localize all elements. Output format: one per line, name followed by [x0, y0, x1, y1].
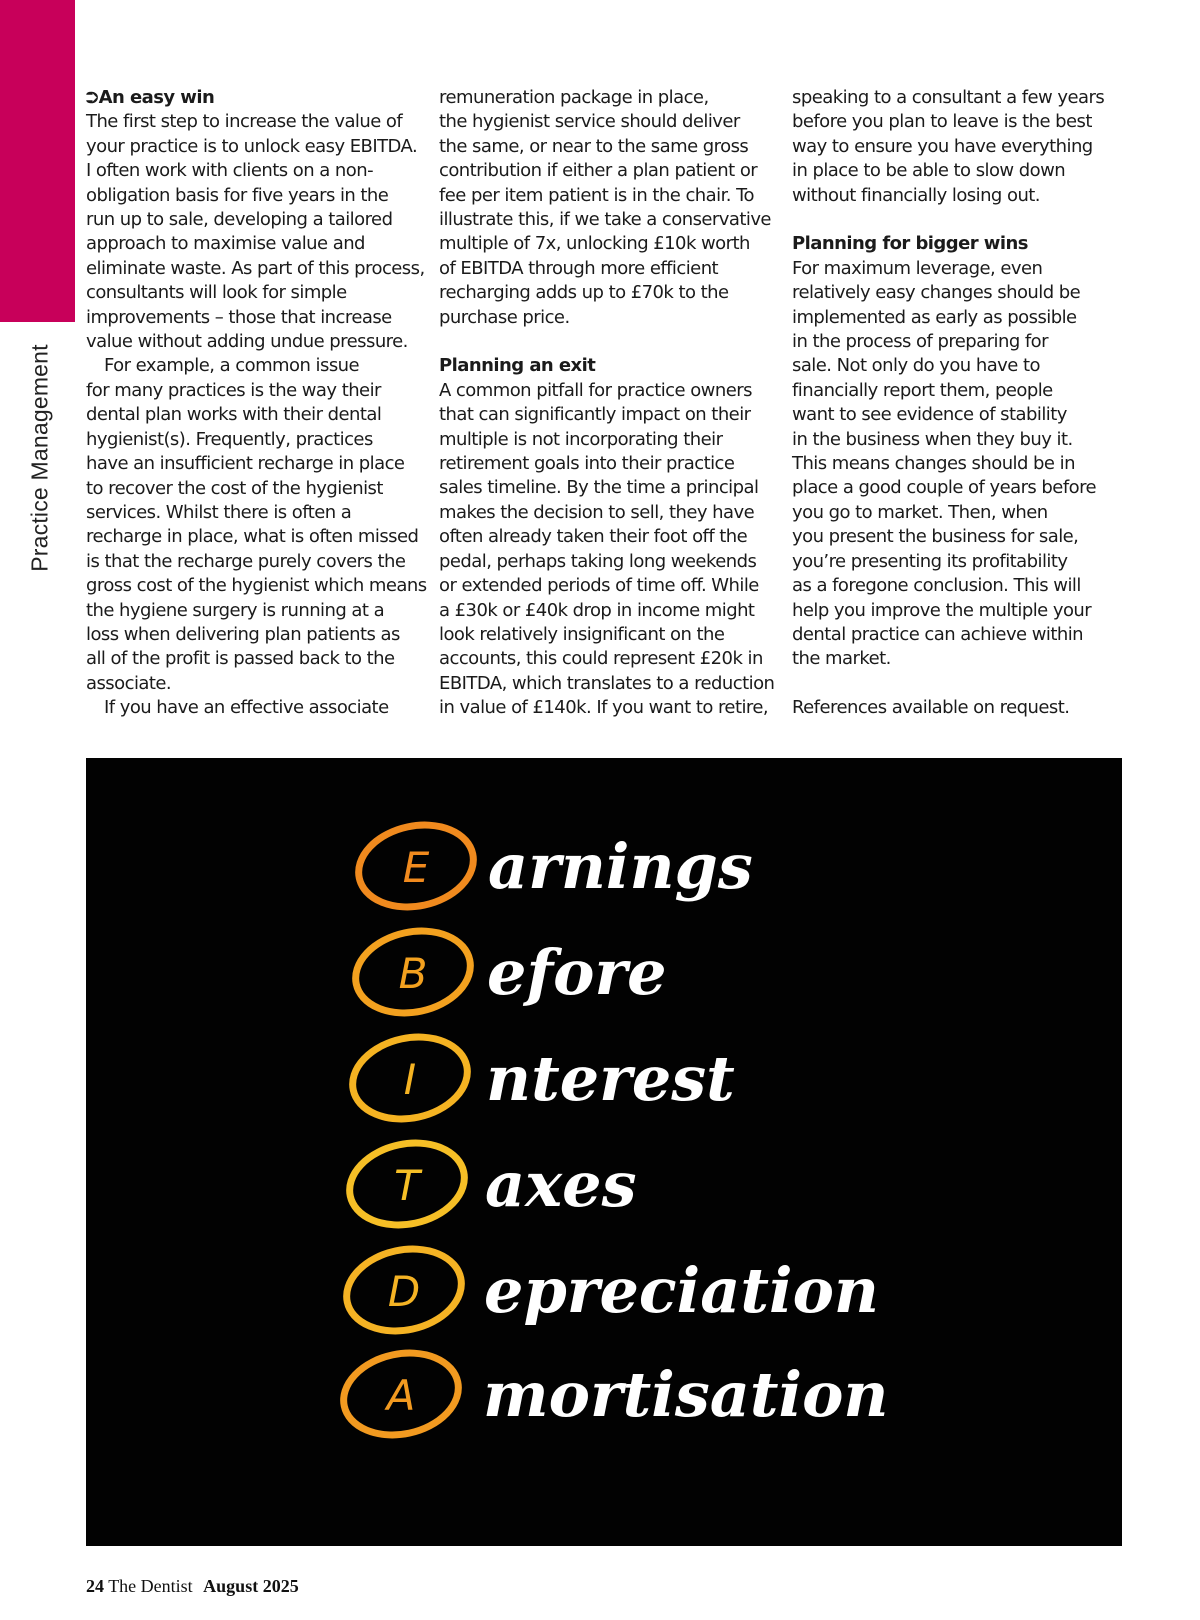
- text-line: the same, or near to the same gross: [439, 135, 749, 157]
- text-line: makes the decision to sell, they have: [439, 501, 755, 523]
- section-heading-text: Planning an exit: [439, 355, 596, 377]
- ebitda-acronym-image: [86, 758, 1122, 1546]
- text-line: purchase price.: [439, 306, 570, 328]
- acronym-word: epreciation: [484, 1254, 880, 1327]
- text-line: improvements – those that increase: [86, 306, 392, 328]
- text-line: in the process of preparing for: [792, 331, 1048, 353]
- text-line: For maximum leverage, even: [792, 257, 1043, 279]
- text-line: you go to market. Then, when: [792, 501, 1048, 523]
- text-line: is that the recharge purely covers the: [86, 550, 406, 572]
- text-line: relatively easy changes should be: [792, 282, 1081, 304]
- text-line: that can significantly impact on their: [439, 404, 751, 426]
- text-line: your practice is to unlock easy EBITDA.: [86, 135, 418, 157]
- text-line: or extended periods of time off. While: [439, 575, 759, 597]
- acronym-row: [351, 815, 753, 917]
- text-line: consultants will look for simple: [86, 282, 347, 304]
- section-label: Practice Management: [26, 344, 53, 572]
- acronym-initial: T: [394, 1161, 420, 1210]
- text-line: hygienist(s). Frequently, practices: [86, 428, 373, 450]
- text-line: eliminate waste. As part of this process,: [86, 257, 425, 279]
- text-line: want to see evidence of stability: [792, 404, 1067, 426]
- text-line: run up to sale, developing a tailored: [86, 209, 393, 231]
- text-line: as a foregone conclusion. This will: [792, 575, 1081, 597]
- acronym-row: [345, 1027, 735, 1129]
- text-line: in value of £140k. If you want to retire,: [439, 697, 769, 719]
- text-line: you present the business for sale,: [792, 526, 1079, 548]
- text-line: obligation basis for five years in the: [86, 184, 389, 206]
- section-heading: [86, 86, 426, 110]
- text-line: for many practices is the way their: [86, 379, 381, 401]
- acronym-initial: B: [398, 949, 428, 998]
- text-line: look relatively insignificant on the: [439, 623, 725, 645]
- text-line: without financially losing out.: [792, 184, 1040, 206]
- text-line: contribution if either a plan patient or: [439, 160, 758, 182]
- section-heading-text: Planning for bigger wins: [792, 233, 1028, 255]
- text-line: help you improve the multiple your: [792, 599, 1092, 621]
- text-line: approach to maximise value and: [86, 233, 365, 255]
- text-line: multiple is not incorporating their: [439, 428, 723, 450]
- text-line: retirement goals into their practice: [439, 453, 735, 475]
- text-line: EBITDA, which translates to a reduction: [439, 672, 775, 694]
- acronym-word: arnings: [488, 830, 753, 903]
- text-line: remuneration package in place,: [439, 87, 709, 108]
- text-line: fee per item patient is in the chair. To: [439, 184, 754, 206]
- text-line: If you have an effective associate: [104, 697, 389, 719]
- magazine-name: The Dentist: [108, 1576, 193, 1596]
- acronym-row: [339, 1239, 879, 1341]
- issue-date: August 2025: [203, 1576, 299, 1596]
- article-column-2: [439, 86, 779, 721]
- text-line: associate.: [86, 672, 172, 694]
- acronym-row: [342, 1133, 637, 1235]
- text-line: value without adding undue pressure.: [86, 331, 408, 353]
- text-line: often already taken their foot off the: [439, 526, 748, 548]
- circle-arrow-icon: ⮊: [86, 88, 98, 107]
- section-heading: [792, 232, 1132, 256]
- text-line: gross cost of the hygienist which means: [86, 575, 427, 597]
- text-line: dental practice can achieve within: [792, 623, 1084, 645]
- acronym-initial: A: [386, 1371, 416, 1420]
- text-line: This means changes should be in: [792, 453, 1075, 475]
- acronym-row: [348, 921, 667, 1023]
- paragraph-gap: [439, 330, 779, 354]
- text-line: place a good couple of years before: [792, 477, 1097, 499]
- ebitda-acronym-graphic: [86, 758, 1122, 1546]
- text-line: I often work with clients on a non-: [86, 160, 374, 182]
- text-line: all of the profit is passed back to the: [86, 648, 395, 670]
- page-footer: [86, 1576, 299, 1597]
- acronym-word: mortisation: [483, 1358, 889, 1431]
- text-line: a £30k or £40k drop in income might: [439, 599, 755, 621]
- text-line: illustrate this, if we take a conservative: [439, 209, 771, 231]
- acronym-word: axes: [485, 1148, 637, 1221]
- text-line: the hygiene surgery is running at a: [86, 599, 385, 621]
- text-line: before you plan to leave is the best: [792, 111, 1092, 133]
- text-line: the hygienist service should deliver: [439, 111, 740, 133]
- text-line: have an insufficient recharge in place: [86, 453, 405, 475]
- acronym-initial: D: [387, 1267, 421, 1316]
- text-line: speaking to a consultant a few years: [792, 87, 1105, 108]
- acronym-initial: I: [403, 1055, 417, 1104]
- text-line: of EBITDA through more efficient: [439, 257, 719, 279]
- text-line: in the business when they buy it.: [792, 428, 1073, 450]
- text-line: in place to be able to slow down: [792, 160, 1066, 182]
- page-number: 24: [86, 1576, 104, 1596]
- section-color-bar: [0, 0, 75, 322]
- section-heading-text: An easy win: [98, 87, 215, 108]
- paragraph-gap: [792, 208, 1132, 232]
- acronym-initial: E: [402, 843, 430, 892]
- text-line: accounts, this could represent £20k in: [439, 648, 763, 670]
- text-line: services. Whilst there is often a: [86, 501, 352, 523]
- section-heading: [439, 354, 779, 378]
- acronym-word: efore: [487, 936, 667, 1009]
- text-line: you’re presenting its profitability: [792, 550, 1068, 572]
- text-line: dental plan works with their dental: [86, 404, 382, 426]
- text-line: way to ensure you have everything: [792, 135, 1093, 157]
- text-line: recharge in place, what is often missed: [86, 526, 419, 548]
- paragraph-gap: [792, 672, 1132, 696]
- text-line: the market.: [792, 648, 891, 670]
- text-line: implemented as early as possible: [792, 306, 1077, 328]
- text-line: For example, a common issue: [104, 355, 360, 377]
- text-line: A common pitfall for practice owners: [439, 379, 752, 401]
- text-line: loss when delivering plan patients as: [86, 623, 400, 645]
- acronym-row: [336, 1343, 889, 1445]
- article-column-1: [86, 86, 426, 721]
- text-line: The first step to increase the value of: [86, 111, 403, 133]
- article-column-3: [792, 86, 1132, 721]
- text-line: pedal, perhaps taking long weekends: [439, 550, 757, 572]
- text-line: to recover the cost of the hygienist: [86, 477, 383, 499]
- text-line: sales timeline. By the time a principal: [439, 477, 759, 499]
- text-line: financially report them, people: [792, 379, 1053, 401]
- references-note: References available on request.: [792, 697, 1070, 719]
- text-line: sale. Not only do you have to: [792, 355, 1040, 377]
- text-line: multiple of 7x, unlocking £10k worth: [439, 233, 750, 255]
- text-line: recharging adds up to £70k to the: [439, 282, 729, 304]
- acronym-word: nterest: [486, 1042, 735, 1115]
